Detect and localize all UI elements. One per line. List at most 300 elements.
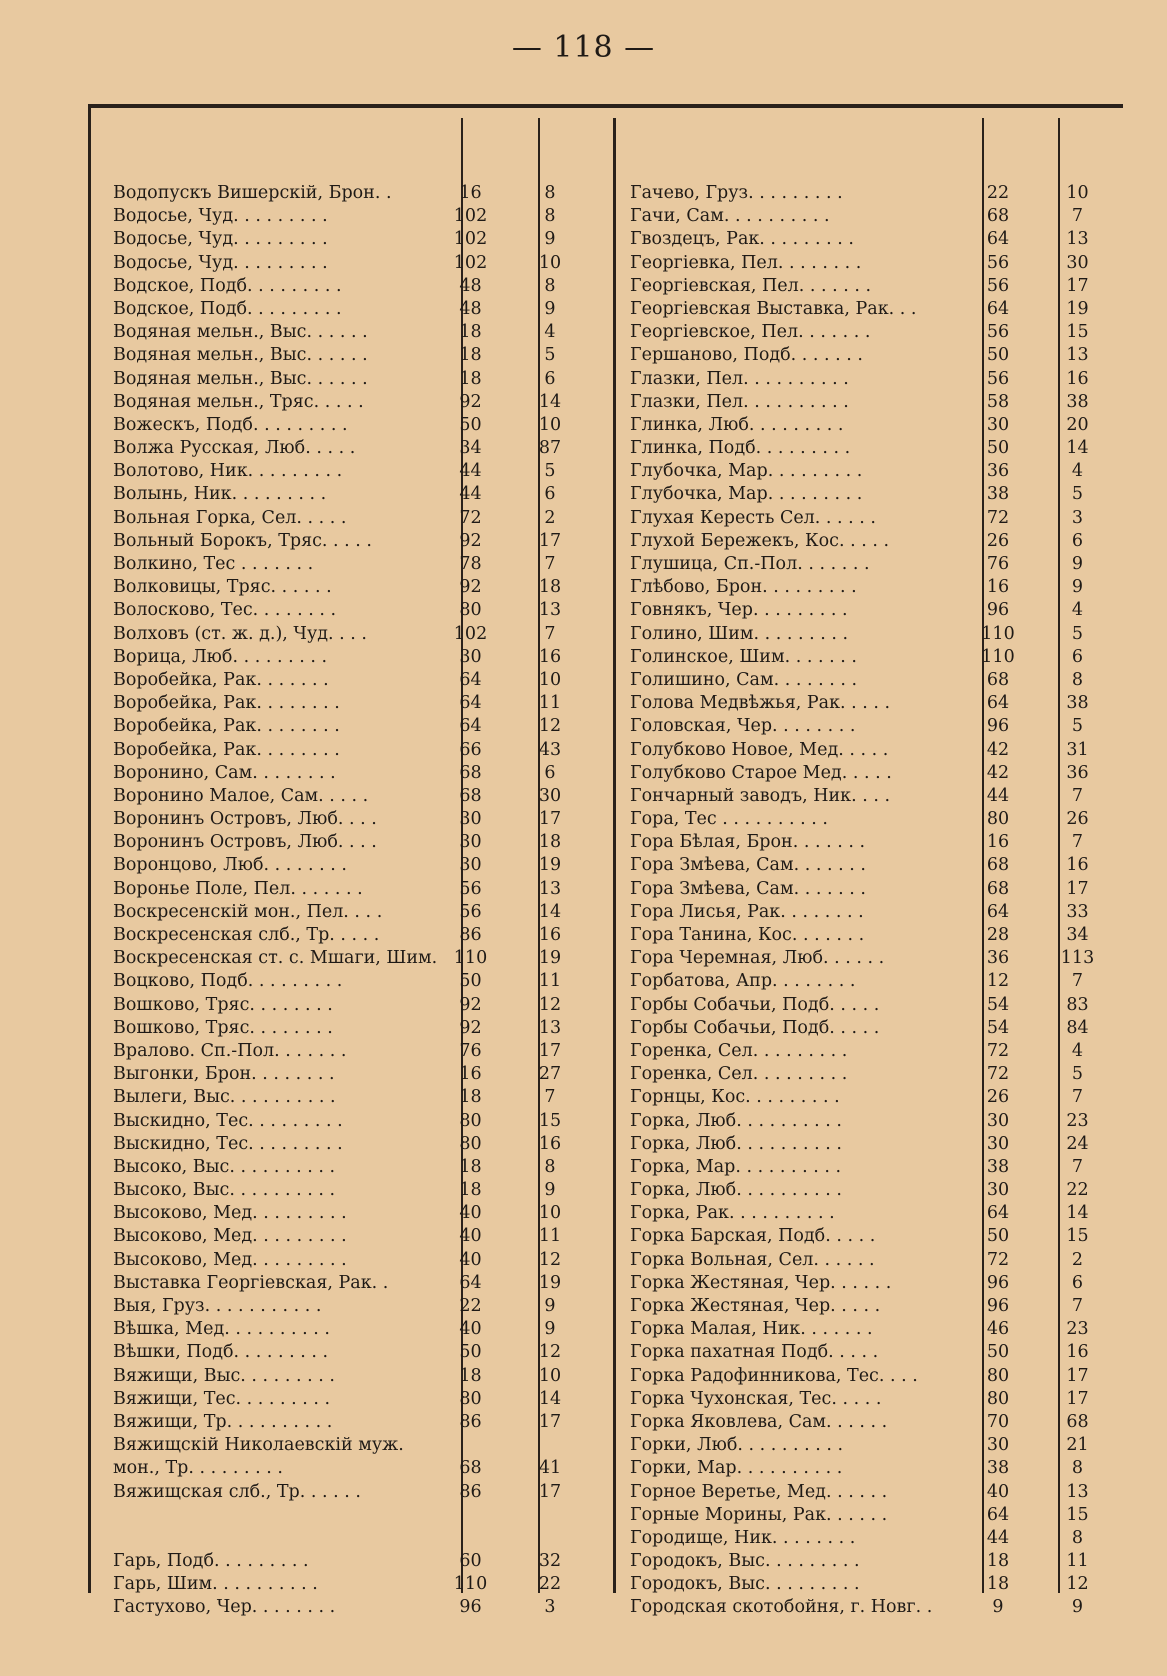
entry-number: 72 [986, 1040, 1010, 1061]
entry-number: 32 [538, 1551, 562, 1572]
entry-name: Горенка, Сел. . . . . . . . . [630, 1064, 848, 1085]
entry-number: 6 [1071, 530, 1084, 551]
entry-name: Гвоздецъ, Рак. . . . . . . . . [630, 229, 854, 250]
entry-number: 17 [538, 530, 562, 551]
index-entry-row [616, 808, 1123, 831]
entry-number: 38 [986, 1156, 1010, 1177]
index-entry-row [88, 1017, 613, 1040]
index-entry-row [88, 831, 613, 854]
entry-number: 11 [538, 971, 562, 992]
index-entry-row [88, 1249, 613, 1272]
entry-number: 54 [986, 994, 1010, 1015]
entry-name: Воскресенская ст. с. Мшаги, Шим. [113, 948, 438, 969]
entry-number: 50 [459, 971, 482, 992]
entry-number: 64 [986, 298, 1010, 319]
entry-number: 92 [459, 391, 482, 412]
entry-number: 11 [538, 1226, 562, 1247]
entry-name: Горные Морины, Рак. . . . . . [630, 1504, 888, 1525]
entry-number: 4 [1071, 461, 1084, 482]
entry-number: 83 [1066, 994, 1089, 1015]
entry-name: Городская скотобойня, г. Новг. . [630, 1597, 933, 1618]
entry-number: 8 [544, 206, 556, 227]
entry-number: 3 [544, 1597, 556, 1618]
entry-number: 50 [459, 1342, 482, 1363]
entry-number: 5 [1071, 1064, 1084, 1085]
index-entry-row [88, 1481, 613, 1504]
entry-number: 16 [986, 832, 1010, 853]
entry-number: 38 [986, 1458, 1010, 1479]
entry-name: Волжа Русская, Люб. . . . . [113, 438, 356, 459]
index-entry-row [616, 878, 1123, 901]
entry-name: Вѣшки, Подб. . . . . . . . . [113, 1342, 329, 1363]
index-entry-row [616, 1596, 1123, 1619]
entry-name: Глазки, Пел. . . . . . . . . . [630, 368, 849, 389]
index-entry-row [88, 646, 613, 669]
entry-number: 68 [986, 855, 1010, 876]
entry-number: 9 [544, 229, 556, 250]
entry-name: Горка Яковлева, Сам. . . . . . [630, 1411, 888, 1432]
entry-number: 38 [1066, 693, 1089, 714]
entry-name: Вяжищи, Тр. . . . . . . . . . [113, 1411, 333, 1432]
entry-name: Водяная мельн., Выс. . . . . . [113, 345, 368, 366]
index-entry-row [616, 739, 1123, 762]
entry-name: Голубково Старое Мед. . . . . [630, 762, 892, 783]
entry-number: 50 [986, 1226, 1010, 1247]
entry-number: 72 [986, 1249, 1010, 1270]
index-entry-row [88, 507, 613, 530]
index-entry-row [616, 1202, 1123, 1225]
entry-number: 76 [459, 1040, 482, 1061]
entry-number: 113 [1060, 948, 1095, 969]
entry-name: Голубково Новое, Мед. . . . . [630, 739, 889, 760]
entry-number: 66 [459, 739, 482, 760]
right-column [616, 182, 1123, 1620]
entry-number: 40 [459, 1226, 482, 1247]
index-entry-row [616, 553, 1123, 576]
entry-name: Глухой Бережекъ, Кос. . . . . [630, 530, 890, 551]
entry-number: 9 [544, 1180, 556, 1201]
entry-name: Высоково, Мед. . . . . . . . . [113, 1249, 347, 1270]
entry-number: 15 [538, 1110, 562, 1131]
entry-number: 9 [544, 1319, 556, 1340]
entry-number: 6 [1071, 646, 1084, 667]
index-entry-row [616, 530, 1123, 553]
entry-number: 18 [459, 322, 482, 343]
index-entry-row [616, 1225, 1123, 1248]
entry-name: Выя, Груз. . . . . . . . . . . [113, 1296, 322, 1316]
entry-number: 2 [544, 507, 556, 528]
index-entry-row [616, 901, 1123, 924]
entry-number: 30 [986, 1133, 1010, 1154]
entry-number: 42 [986, 762, 1010, 783]
entry-number: 68 [459, 762, 482, 783]
entry-number: 12 [538, 716, 562, 737]
entry-name: мон., Тр. . . . . . . . . [113, 1458, 283, 1479]
entry-name: Горка, Люб. . . . . . . . . . [630, 1180, 842, 1201]
entry-number: 34 [459, 438, 482, 459]
index-entry-row [616, 831, 1123, 854]
entry-number: 102 [453, 623, 488, 644]
entry-name: Водосье, Чуд. . . . . . . . . [113, 252, 328, 273]
index-entry-row [88, 1341, 613, 1364]
index-entry-row [88, 1063, 613, 1086]
entry-number: 18 [459, 345, 482, 366]
entry-number: 96 [986, 716, 1010, 737]
index-entry-row [88, 368, 613, 391]
index-entry-row [616, 1110, 1123, 1133]
entry-name: Горка, Люб. . . . . . . . . . [630, 1133, 842, 1154]
entry-name: Воробейка, Рак. . . . . . . [113, 669, 329, 690]
entry-number: 11 [1066, 1551, 1089, 1572]
entry-name: Вожескъ, Подб. . . . . . . . . [113, 414, 348, 435]
index-entry-row [616, 1527, 1123, 1550]
entry-number: 16 [538, 1133, 562, 1154]
index-entry-row [88, 762, 613, 785]
index-entry-row [88, 1110, 613, 1133]
index-entry-row [88, 275, 613, 298]
entry-number: 30 [459, 832, 482, 853]
entry-number: 13 [538, 1017, 562, 1038]
entry-number: 16 [1066, 855, 1089, 876]
index-entry-row [88, 854, 613, 877]
index-entry-row [616, 1249, 1123, 1272]
entry-number: 80 [986, 1388, 1010, 1409]
entry-number: 31 [1066, 739, 1089, 760]
entry-number: 10 [538, 414, 562, 435]
entry-number: 17 [538, 1040, 562, 1061]
entry-number: 30 [1066, 252, 1089, 273]
entry-number: 84 [1066, 1017, 1089, 1038]
entry-name: Вольная Горка, Сел. . . . . [113, 507, 347, 528]
entry-number: 80 [459, 600, 482, 621]
entry-number: 22 [986, 183, 1010, 203]
entry-number: 30 [459, 855, 482, 876]
entry-name: Гарь, Шим. . . . . . . . . . [113, 1574, 318, 1595]
entry-number: 18 [459, 1365, 482, 1386]
entry-number: 13 [1066, 345, 1089, 366]
entry-number: 10 [538, 1203, 562, 1224]
entry-number: 9 [992, 1597, 1004, 1618]
entry-name: Вылеги, Выс. . . . . . . . . . [113, 1087, 336, 1108]
index-entry-row [616, 321, 1123, 344]
entry-number: 9 [1071, 1597, 1084, 1618]
entry-number: 18 [459, 1156, 482, 1177]
index-entry-row [616, 1341, 1123, 1364]
entry-number: 64 [986, 901, 1010, 922]
entry-number: 5 [1071, 623, 1084, 644]
entry-number: 36 [986, 948, 1010, 969]
entry-name: Гора Змѣева, Сам. . . . . . . [630, 878, 866, 899]
entry-number: 9 [544, 1296, 556, 1316]
entry-number: 16 [538, 925, 562, 945]
entry-name: Георгіевская, Пел. . . . . . . [630, 275, 872, 296]
index-entry-row [88, 205, 613, 228]
entry-number: 14 [1066, 1203, 1089, 1224]
entry-number: 56 [986, 322, 1010, 343]
entry-number: 17 [538, 1481, 562, 1502]
entry-number: 9 [544, 298, 556, 319]
index-entry-row [88, 901, 613, 924]
entry-name: Волынь, Ник. . . . . . . . . [113, 484, 327, 505]
index-entry-row [616, 483, 1123, 506]
entry-number: 15 [1066, 1504, 1089, 1525]
entry-number: 4 [1071, 1040, 1084, 1061]
entry-number: 12 [538, 994, 562, 1015]
index-entry-row [88, 1434, 613, 1457]
entry-name: Вошково, Тряс. . . . . . . . [113, 1017, 333, 1038]
entry-name: Горка Жестяная, Чер. . . . . . [630, 1272, 892, 1293]
index-table [88, 104, 1123, 1618]
entry-number: 96 [986, 1272, 1010, 1293]
entry-name: Высоко, Выс. . . . . . . . . . [113, 1156, 336, 1177]
entry-number: 64 [986, 229, 1010, 250]
index-entry-row [88, 924, 613, 947]
entry-number: 64 [986, 693, 1010, 714]
entry-name: Горка пахатная Подб. . . . . [630, 1342, 879, 1363]
entry-name: Водяная мельн., Выс. . . . . . [113, 368, 368, 389]
entry-name: Вяжищская слб., Тр. . . . . . [113, 1481, 361, 1502]
entry-number: 3 [1071, 507, 1084, 528]
entry-number: 44 [986, 1527, 1010, 1548]
entry-name: Горка, Люб. . . . . . . . . . [630, 1110, 842, 1131]
entry-number: 16 [1066, 368, 1089, 389]
entry-name: Воскресенская слб., Тр. . . . . [113, 925, 380, 945]
entry-number: 10 [538, 252, 562, 273]
entry-name: Горбатова, Апр. . . . . . . . [630, 971, 856, 992]
index-entry-row [616, 1573, 1123, 1596]
entry-number: 8 [544, 275, 556, 296]
entry-number: 6 [544, 484, 556, 505]
entry-number: 56 [986, 252, 1010, 273]
index-entry-row [88, 785, 613, 808]
entry-number: 10 [1066, 183, 1089, 203]
entry-name: Волховъ (ст. ж. д.), Чуд. . . . [113, 623, 367, 644]
entry-name: Голишино, Сам. . . . . . . . [630, 669, 858, 690]
entry-number: 64 [459, 669, 482, 690]
entry-number: 27 [538, 1064, 562, 1085]
entry-number: 16 [459, 1064, 482, 1085]
index-entry-row [616, 1040, 1123, 1063]
entry-number: 102 [453, 206, 488, 227]
entry-number: 15 [1066, 1226, 1089, 1247]
entry-number: 86 [459, 925, 482, 945]
entry-number: 7 [1071, 206, 1084, 227]
entry-number: 22 [459, 1296, 482, 1316]
entry-number: 8 [544, 183, 556, 203]
index-entry-row [88, 460, 613, 483]
entry-number: 76 [986, 554, 1010, 574]
entry-number: 56 [459, 878, 482, 899]
index-entry-row [88, 1179, 613, 1202]
entry-number: 40 [459, 1203, 482, 1224]
index-entry-row [616, 1365, 1123, 1388]
entry-name: Ворица, Люб. . . . . . . . . [113, 646, 328, 667]
index-entry-row [88, 1202, 613, 1225]
entry-number: 6 [1071, 1272, 1084, 1293]
entry-number: 14 [538, 391, 562, 412]
entry-number: 19 [538, 948, 562, 969]
entry-number: 60 [459, 1551, 482, 1572]
index-entry-row [88, 1365, 613, 1388]
entry-number: 64 [459, 1272, 482, 1293]
entry-number: 10 [538, 669, 562, 690]
entry-name: Волкино, Тес . . . . . . . [113, 554, 314, 574]
index-entry-row [616, 1133, 1123, 1156]
entry-name: Гончарный заводъ, Ник. . . . [630, 785, 891, 806]
index-entry-row [88, 1318, 613, 1341]
entry-name: Водяная мельн., Выс. . . . . . [113, 322, 368, 343]
index-entry-row [616, 1295, 1123, 1318]
entry-number: 5 [544, 461, 556, 482]
entry-name: Волосково, Тес. . . . . . . . [113, 600, 337, 621]
entry-number: 43 [538, 739, 562, 760]
entry-number: 17 [1066, 275, 1089, 296]
entry-number: 5 [544, 345, 556, 366]
entry-number: 56 [986, 275, 1010, 296]
entry-number: 50 [986, 438, 1010, 459]
entry-number: 16 [459, 183, 482, 203]
entry-number: 14 [1066, 438, 1089, 459]
entry-name: Горка Чухонская, Тес. . . . . [630, 1388, 882, 1409]
entry-number: 96 [986, 600, 1010, 621]
index-entry-row [616, 460, 1123, 483]
entry-number: 38 [986, 484, 1010, 505]
entry-name: Воробейка, Рак. . . . . . . . [113, 716, 340, 737]
index-entry-row [616, 507, 1123, 530]
entry-number: 6 [544, 368, 556, 389]
entry-name: Глушица, Сп.-Пол. . . . . . . [630, 554, 870, 574]
entry-number: 7 [1071, 1296, 1084, 1316]
index-entry-row [616, 1063, 1123, 1086]
entry-number: 13 [1066, 1481, 1089, 1502]
entry-name: Водяная мельн., Тряс. . . . . [113, 391, 364, 412]
entry-name: Вяжищи, Тес. . . . . . . . . [113, 1388, 331, 1409]
entry-number: 7 [1071, 785, 1084, 806]
entry-name: Горнцы, Кос. . . . . . . . . [630, 1087, 840, 1108]
index-entry-row [616, 182, 1123, 205]
entry-name: Голино, Шим. . . . . . . . . [630, 623, 849, 644]
index-entry-row [88, 1040, 613, 1063]
entry-name: Говнякъ, Чер. . . . . . . . . [630, 600, 848, 621]
entry-number: 92 [459, 577, 482, 598]
entry-number: 64 [986, 1504, 1010, 1525]
index-entry-row [616, 1388, 1123, 1411]
entry-number: 64 [459, 693, 482, 714]
entry-number: 18 [459, 1180, 482, 1201]
index-entry-row [616, 692, 1123, 715]
index-entry-row [616, 437, 1123, 460]
index-entry-row [616, 1481, 1123, 1504]
entry-number: 110 [453, 948, 488, 969]
entry-number: 14 [538, 1388, 562, 1409]
index-entry-row [88, 1086, 613, 1109]
entry-number: 8 [1071, 669, 1084, 690]
entry-name: Горное Веретье, Мед. . . . . . [630, 1481, 888, 1502]
entry-number: 23 [1066, 1110, 1089, 1131]
index-entry-row [616, 623, 1123, 646]
entry-number: 18 [538, 577, 562, 598]
entry-name: Вѣшка, Мед. . . . . . . . . . [113, 1319, 330, 1340]
entry-number: 16 [538, 646, 562, 667]
index-entry-row [616, 576, 1123, 599]
entry-number: 44 [986, 785, 1010, 806]
index-entry-row [616, 715, 1123, 738]
entry-number: 10 [538, 1365, 562, 1386]
entry-name: Горенка, Сел. . . . . . . . . [630, 1040, 848, 1061]
entry-number: 19 [538, 855, 562, 876]
entry-name: Воробейка, Рак. . . . . . . . [113, 693, 340, 714]
entry-number: 12 [986, 971, 1010, 992]
entry-number: 18 [538, 832, 562, 853]
entry-number: 4 [544, 322, 556, 343]
entry-number: 68 [459, 1458, 482, 1479]
entry-number: 30 [986, 1435, 1010, 1456]
index-entry-row [616, 854, 1123, 877]
entry-number: 28 [986, 925, 1010, 945]
entry-name: Гарь, Подб. . . . . . . . . [113, 1551, 309, 1572]
entry-number: 17 [1066, 1388, 1089, 1409]
entry-number: 15 [1066, 322, 1089, 343]
entry-number: 19 [538, 1272, 562, 1293]
entry-number: 5 [1071, 484, 1084, 505]
index-entry-row [88, 437, 613, 460]
entry-number: 64 [459, 716, 482, 737]
entry-number: 18 [459, 1087, 482, 1108]
index-entry-row [616, 228, 1123, 251]
entry-name: Водопускъ Вишерскій, Брон. . [113, 183, 392, 203]
index-entry-row [616, 252, 1123, 275]
entry-name: Горка Радофинникова, Тес. . . . [630, 1365, 918, 1386]
entry-number: 12 [538, 1342, 562, 1363]
index-entry-row [616, 344, 1123, 367]
entry-number: 7 [1071, 971, 1084, 992]
entry-name: Воробейка, Рак. . . . . . . . [113, 739, 340, 760]
entry-number: 36 [1066, 762, 1089, 783]
entry-number: 42 [986, 739, 1010, 760]
entry-number: 102 [453, 252, 488, 273]
entry-number: 102 [453, 229, 488, 250]
index-entry-row [616, 970, 1123, 993]
entry-number: 16 [1066, 1342, 1089, 1363]
entry-name: Вошково, Тряс. . . . . . . . [113, 994, 333, 1015]
entry-name: Водосье, Чуд. . . . . . . . . [113, 206, 328, 227]
index-entry-row [616, 599, 1123, 622]
index-entry-row [88, 1504, 613, 1527]
entry-name: Гачи, Сам. . . . . . . . . . [630, 206, 830, 227]
entry-number: 92 [459, 530, 482, 551]
entry-name: Горка Барская, Подб. . . . . [630, 1226, 876, 1247]
index-entry-row [616, 1272, 1123, 1295]
index-entry-row [88, 1388, 613, 1411]
index-entry-row [616, 298, 1123, 321]
entry-name: Горка Жестяная, Чер. . . . . [630, 1296, 881, 1316]
entry-number: 50 [986, 1342, 1010, 1363]
entry-number: 56 [459, 901, 482, 922]
entry-number: 96 [459, 1597, 482, 1618]
index-entry-row [88, 321, 613, 344]
entry-name: Гора Лисья, Рак. . . . . . . . [630, 901, 864, 922]
index-entry-row [88, 530, 613, 553]
entry-number: 8 [544, 1156, 556, 1177]
entry-number: 80 [459, 1110, 482, 1131]
entry-number: 87 [538, 438, 562, 459]
entry-name: Городище, Ник. . . . . . . . [630, 1527, 856, 1548]
index-entry-row [616, 669, 1123, 692]
entry-number: 7 [544, 623, 556, 644]
entry-number: 17 [1066, 1365, 1089, 1386]
index-entry-row [88, 1550, 613, 1573]
entry-number: 13 [538, 600, 562, 621]
